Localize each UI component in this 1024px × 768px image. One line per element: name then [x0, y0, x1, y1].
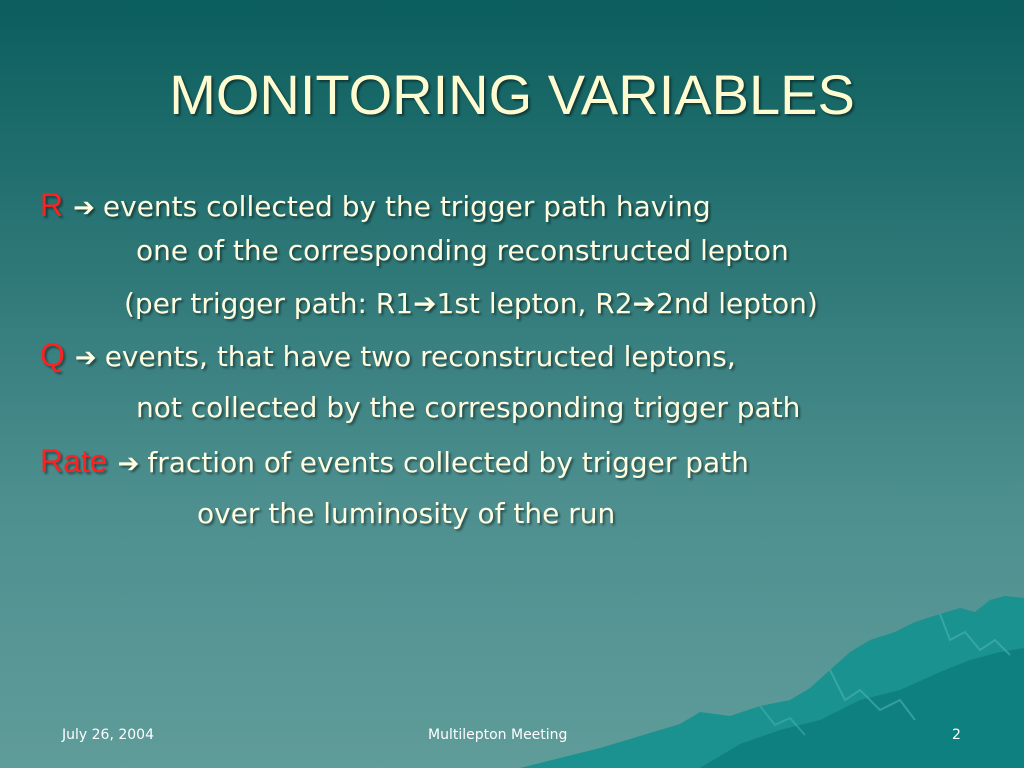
- arrow-right-icon: ➔: [117, 449, 140, 479]
- definition-q: [40, 337, 736, 374]
- definition-r-line-1: events collected by the trigger path having: [102, 190, 711, 223]
- definition-r-note: [124, 287, 818, 320]
- footer-date: July 26, 2004: [62, 727, 154, 743]
- term-rate: Rate: [40, 443, 108, 479]
- definition-rate-line-2: over the luminosity of the run: [197, 497, 616, 530]
- footer-meeting: Multilepton Meeting: [428, 727, 568, 743]
- note-suffix: 2nd lepton): [656, 287, 818, 320]
- arrow-right-icon: ➔: [632, 287, 656, 320]
- arrow-right-icon: ➔: [74, 343, 97, 373]
- definition-rate-line-1: fraction of events collected by trigger path: [147, 446, 749, 479]
- arrow-right-icon: ➔: [413, 287, 437, 320]
- term-r: R: [40, 187, 64, 223]
- definition-q-line-2: not collected by the corresponding trigger path: [136, 391, 801, 424]
- footer-page-number: 2: [952, 727, 961, 743]
- definition-r: [40, 187, 711, 224]
- slide-title: MONITORING VARIABLES: [169, 63, 855, 126]
- definition-r-line-2: one of the corresponding reconstructed lepton: [136, 234, 789, 267]
- note-middle: 1st lepton, R2: [436, 287, 633, 320]
- definition-rate: [40, 443, 749, 480]
- arrow-right-icon: ➔: [73, 193, 95, 223]
- note-prefix: (per trigger path: R1: [124, 287, 414, 320]
- definition-q-line-1: events, that have two reconstructed leptons,: [104, 340, 736, 373]
- term-q: Q: [40, 337, 65, 373]
